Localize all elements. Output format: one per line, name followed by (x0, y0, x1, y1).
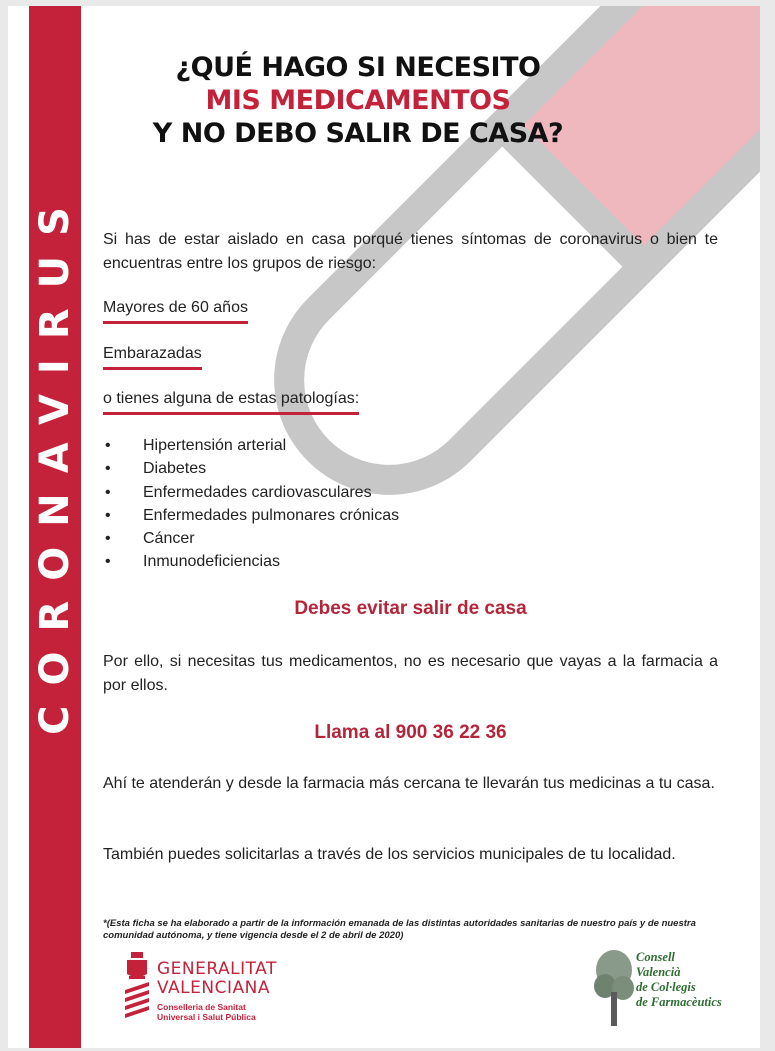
gv-sub-2: Universal i Salut Pública (157, 1012, 256, 1022)
title-line-3: Y NO DEBO SALIR DE CASA? (152, 118, 564, 149)
pharmacy-paragraph: Por ello, si necesitas tus medicamentos, no es necesario que vayas a la farmacia a por ellos. (103, 653, 718, 694)
call-heading: Llama al 900 36 22 36 (314, 722, 507, 743)
avoid-heading: Debes evitar salir de casa (294, 598, 527, 619)
attend-paragraph: Ahí te atenderán y desde la farmacia más cercana te llevarán tus medicinas a tu casa. (103, 775, 715, 792)
gv-sub-1: Conselleria de Sanitat (157, 1002, 246, 1012)
footnote: *(Esta ficha se ha elaborado a partir de la información emanada de las distintas autoridades sanitarias de nuestro país y de nuestra comunidad autónoma, y tiene vigencia desde el 2 de abril de 2020) (103, 918, 696, 941)
intro-paragraph: Si has de estar aislado en casa porqué tienes síntomas de coronavirus o bien te encuentras entre los grupos de riesgo: (103, 231, 718, 272)
gv-line-1: GENERALITAT (157, 959, 277, 979)
list-item: • Enfermedades pulmonares crónicas (103, 504, 399, 527)
group-pregnant: Embarazadas (103, 344, 202, 370)
gv-line-2: VALENCIANA (157, 978, 270, 998)
municipal-paragraph: También puedes solicitarlas a través de los servicios municipales de tu localidad. (103, 846, 676, 863)
generalitat-logo (121, 950, 301, 1030)
list-item: • Diabetes (103, 457, 399, 480)
flyer-page (8, 6, 760, 1048)
title-line-2: MIS MEDICAMENTOS (205, 85, 511, 116)
cv-line-3: de Col·legis (636, 980, 696, 994)
cv-line-1: Consell (636, 950, 675, 964)
cv-line-4: de Farmacèutics (636, 995, 722, 1009)
list-item: • Enfermedades cardiovasculares (103, 481, 399, 504)
list-item: • Hipertensión arterial (103, 434, 399, 457)
group-over-60: Mayores de 60 años (103, 298, 248, 324)
group-pathologies: o tienes alguna de estas patologías: (103, 389, 359, 415)
title-line-1: ¿QUÉ HAGO SI NECESITO (175, 52, 541, 83)
list-item: • Cáncer (103, 527, 399, 550)
sidebar-label: CORONAVIRUS (32, 187, 78, 735)
consell-logo (593, 946, 743, 1031)
list-item: • Inmunodeficiencias (103, 550, 399, 573)
page-title (118, 51, 598, 150)
conditions-list (103, 434, 399, 574)
cv-line-2: Valencià (636, 965, 681, 979)
tree-icon (593, 948, 635, 1028)
generalitat-emblem-icon (121, 950, 153, 1026)
